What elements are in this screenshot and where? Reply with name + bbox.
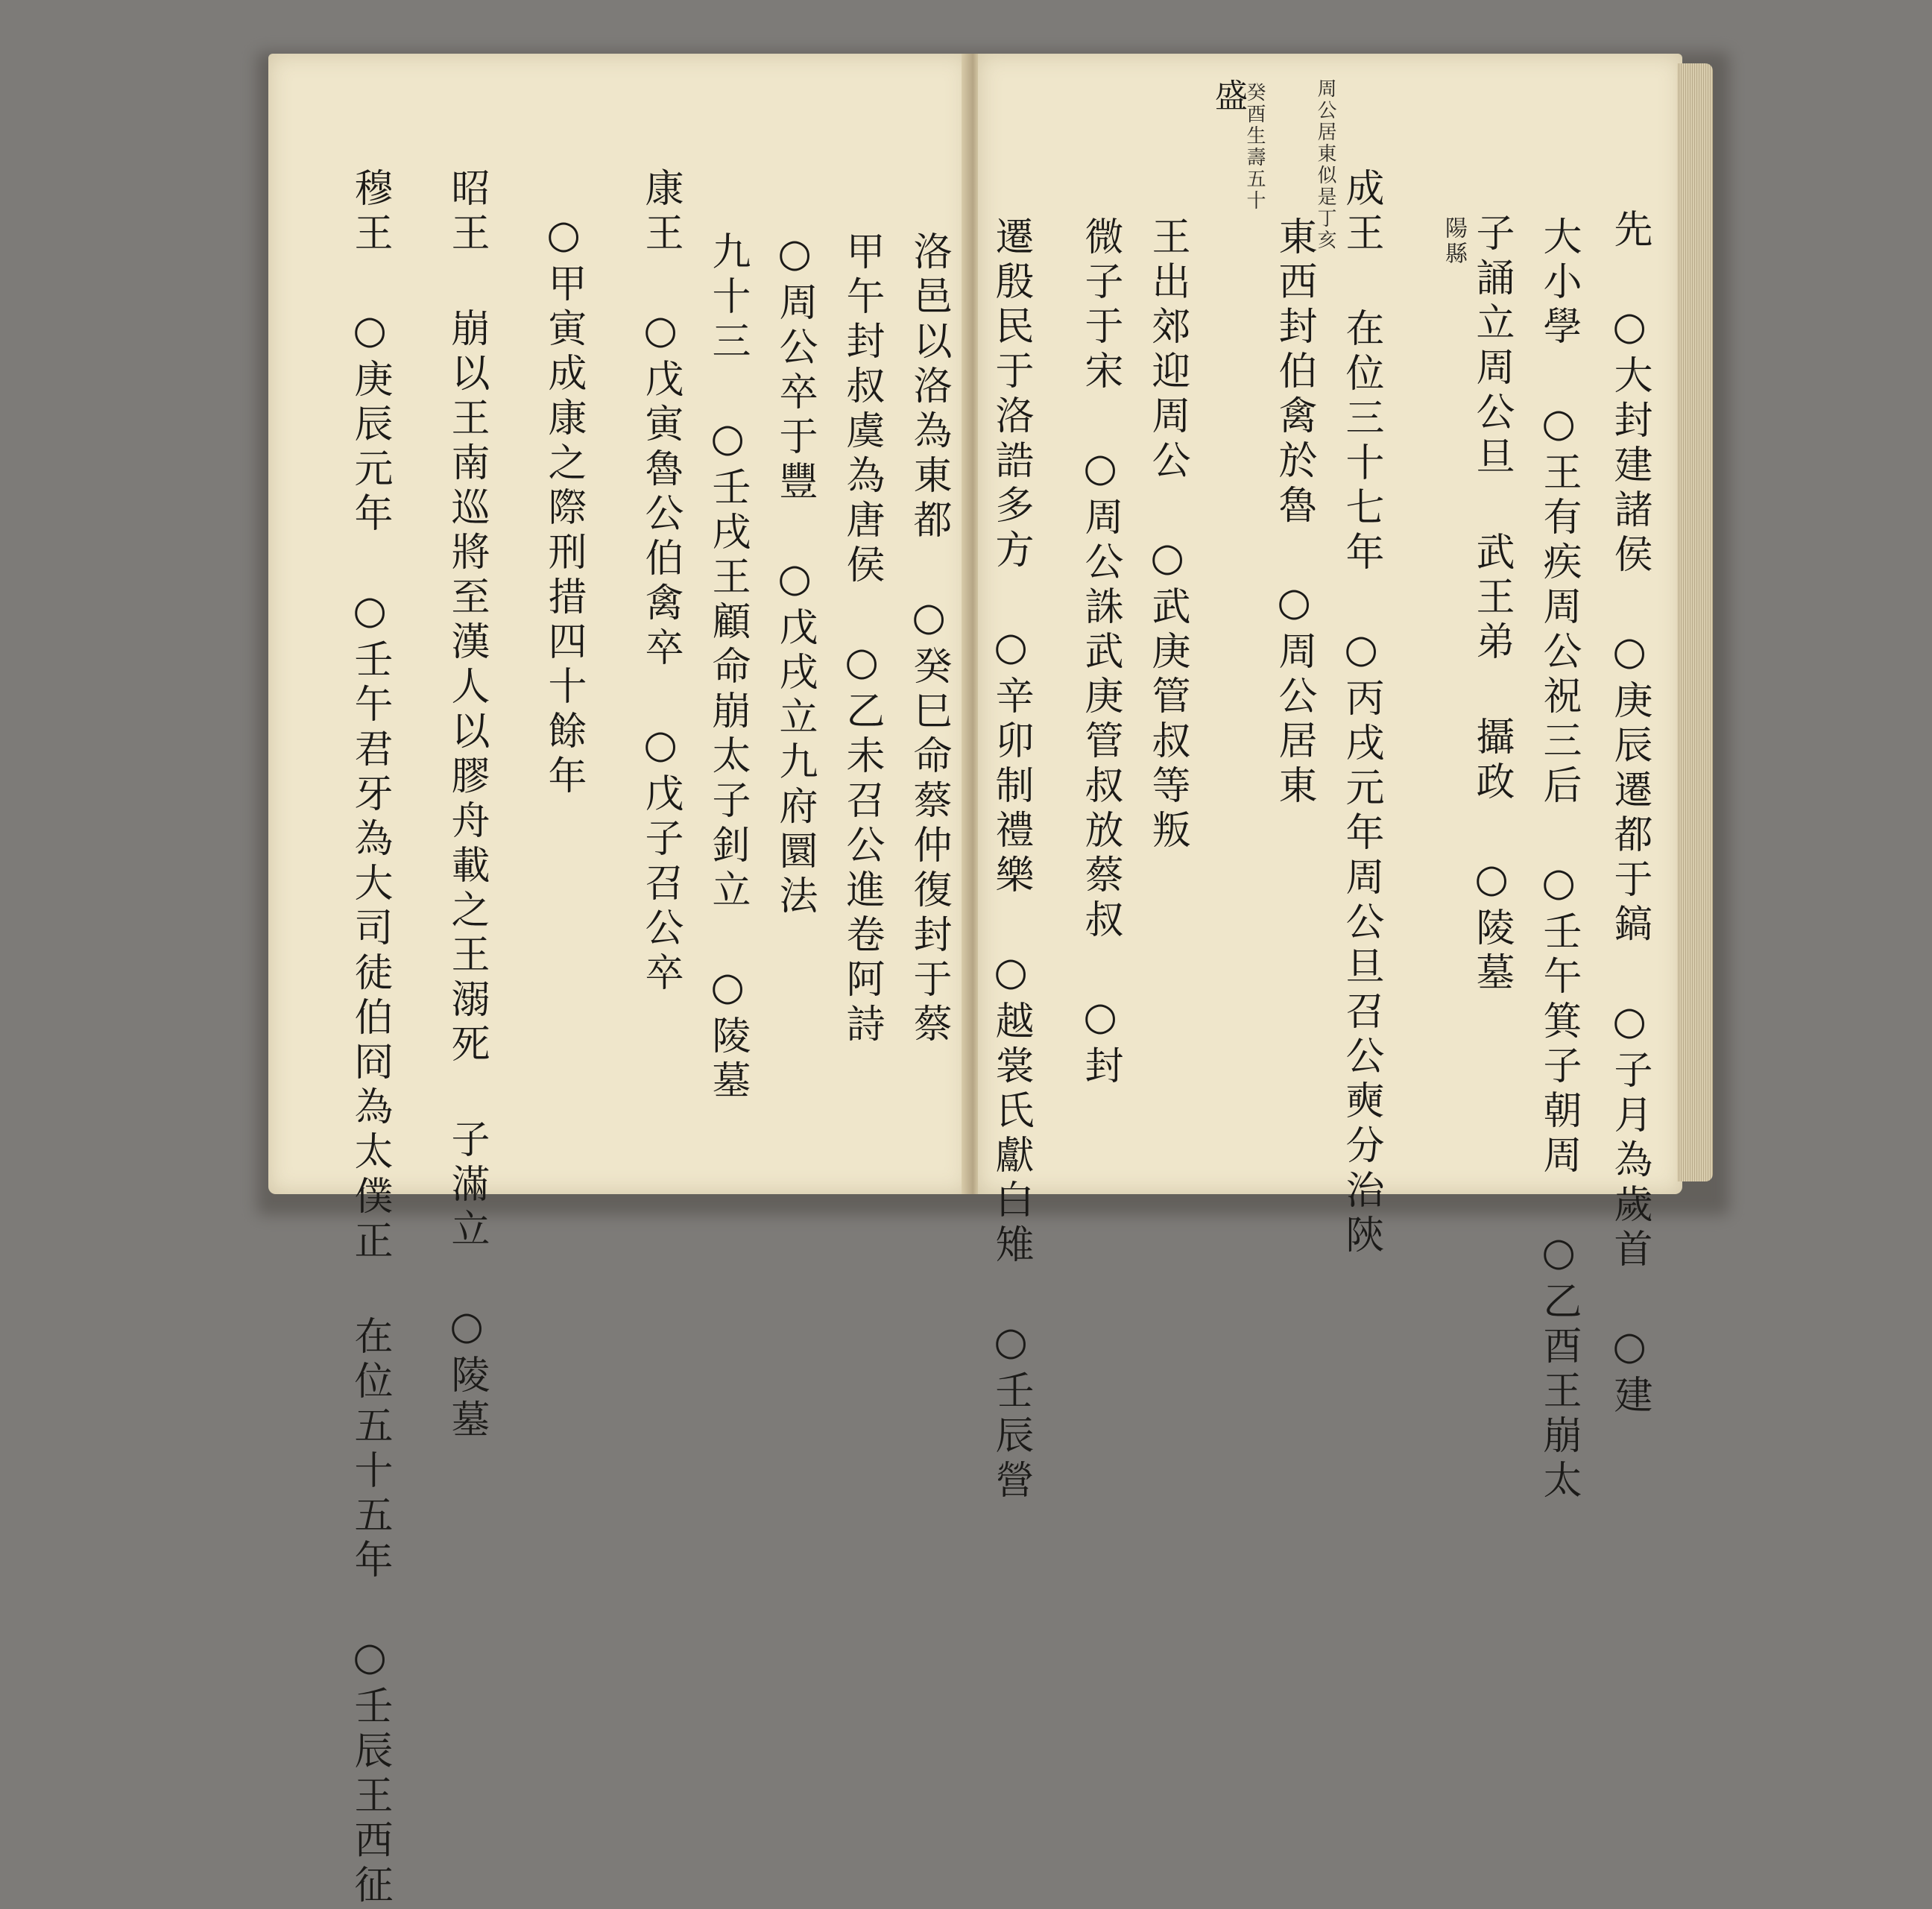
right-col-3: 子誦立周公旦 武王弟 攝政 ○陵墓 bbox=[1469, 212, 1514, 997]
right-col-2: 大小學 ○王有疾周公祝三后 ○壬午箕子朝周 ○乙酉王崩太 bbox=[1536, 216, 1581, 1504]
left-col-3: ○周公卒于豐 ○戊戌立九府圜法 bbox=[772, 231, 817, 920]
right-top-note-2: 癸酉生壽五十 bbox=[1243, 82, 1266, 212]
left-col-8: 穆王 ○庚辰元年 ○壬午君牙為大司徒伯冏為太僕正 在位五十五年 ○壬辰王西征 bbox=[347, 168, 392, 1909]
right-col-4: 陽縣 bbox=[1441, 216, 1467, 267]
left-col-6: ○甲寅成康之際刑措四十餘年 bbox=[541, 212, 586, 800]
right-col-8: 微子于宋 ○周公誅武庚管叔放蔡叔 ○封 bbox=[1078, 216, 1123, 1090]
right-top-note-1: 周公居東似是丁亥 bbox=[1314, 78, 1336, 251]
right-top-glyph: 盛 bbox=[1209, 78, 1247, 117]
left-col-7: 昭王 崩以王南巡將至漢人以膠舟載之王溺死 子滿立 ○陵墓 bbox=[444, 168, 489, 1444]
right-col-1: 先 ○大封建諸侯 ○庚辰遷都于鎬 ○子月為歲首 ○建 bbox=[1607, 209, 1652, 1419]
right-col-7: 王出郊迎周公 ○武庚管叔等叛 bbox=[1145, 216, 1190, 854]
left-col-4: 九十三 ○壬戌王顧命崩太子釗立 ○陵墓 bbox=[705, 231, 750, 1105]
right-col-6: 東西封伯禽於魯 ○周公居東 bbox=[1272, 216, 1316, 810]
left-col-5: 康王 ○戊寅魯公伯禽卒 ○戊子召公卒 bbox=[638, 168, 683, 997]
right-col-5: 成王 在位三十七年 ○丙戌元年周公旦召公奭分治陝 bbox=[1339, 168, 1383, 1259]
left-col-1: 洛邑以洛為東都 ○癸巳命蔡仲復封于蔡 bbox=[906, 231, 951, 1048]
right-col-9: 遷殷民于洛誥多方 ○辛卯制禮樂 ○越裳氏獻白雉 ○壬辰營 bbox=[988, 216, 1033, 1504]
page-edge-stack bbox=[1677, 63, 1713, 1181]
left-col-2: 甲午封叔虞為唐侯 ○乙未召公進卷阿詩 bbox=[839, 231, 884, 1048]
